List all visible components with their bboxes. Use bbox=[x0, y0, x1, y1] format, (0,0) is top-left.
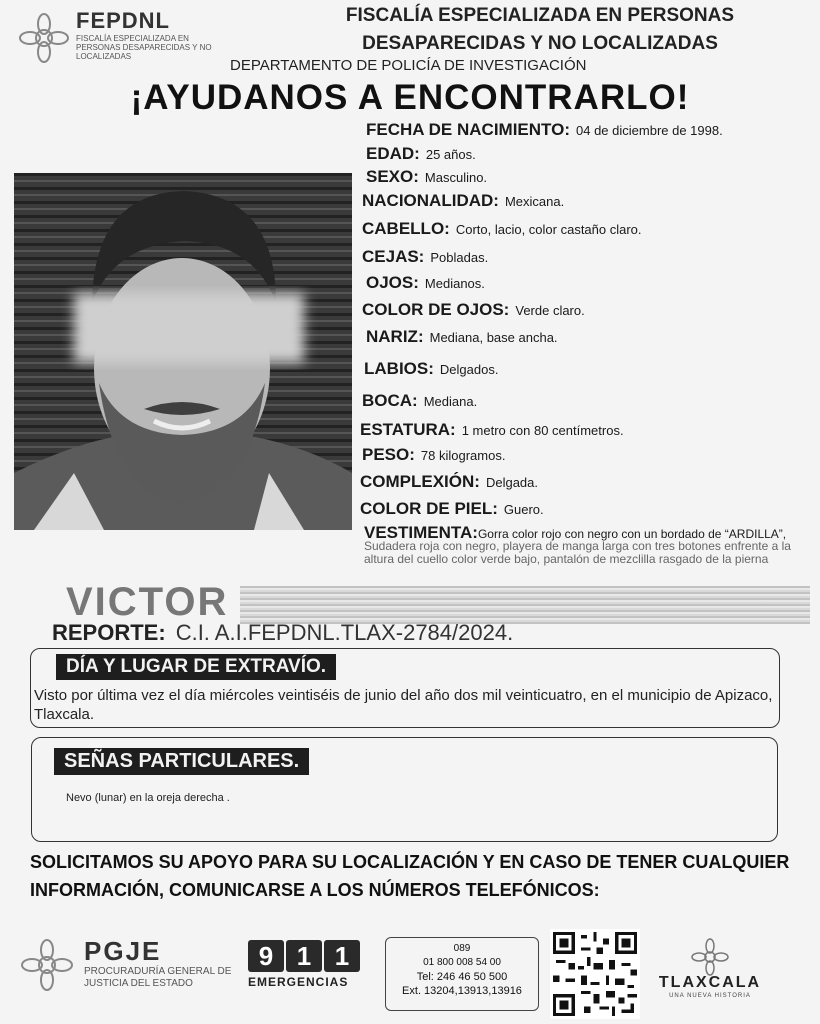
detail-boca: BOCA: Mediana. bbox=[362, 391, 478, 410]
phone-numbers-box bbox=[385, 937, 539, 1011]
detail-vestimenta: VESTIMENTA:Gorra color rojo con negro con un bordado de “ARDILLA”, bbox=[364, 523, 787, 542]
detail-peso: PESO: 78 kilogramos. bbox=[362, 445, 506, 464]
emergency-911 bbox=[248, 940, 368, 989]
detail-color-piel: COLOR DE PIEL: Guero. bbox=[360, 499, 544, 518]
fepdnl-emblem-icon bbox=[18, 12, 70, 64]
detail-nariz: NARIZ: Mediana, base ancha. bbox=[366, 327, 558, 346]
department: DEPARTAMENTO DE POLICÍA DE INVESTIGACIÓN bbox=[230, 57, 587, 74]
tlaxcala-subtitle: UNA NUEVA HISTORIA bbox=[669, 993, 751, 999]
digit: 1 bbox=[324, 940, 360, 972]
person-name: VICTOR bbox=[66, 580, 229, 624]
detail-complexion: COMPLEXIÓN: Delgada. bbox=[360, 472, 538, 491]
phone-800: 01 800 008 54 00 bbox=[423, 957, 501, 968]
report-number: REPORTE: C.I. A.I.FEPDNL.TLAX-2784/2024. bbox=[52, 620, 514, 645]
agency-name: FISCALÍA ESPECIALIZADA EN PERSONAS DESAPARECIDAS Y NO LOCALIZADAS bbox=[345, 5, 735, 54]
vestimenta-continued: Sudadera roja con negro, playera de manga larga con tres botones enfrente a la altura del cuello color verde bajo, pantalón de mezclilla rasgado de la pierna bbox=[364, 539, 791, 566]
detail-cejas: CEJAS: Pobladas. bbox=[362, 247, 489, 266]
name-redaction bbox=[240, 586, 810, 624]
detail-fecha-nacimiento: FECHA DE NACIMIENTO: 04 de diciembre de 1998. bbox=[366, 120, 723, 139]
logo-title: FEPDNL bbox=[76, 8, 170, 33]
emergency-label: EMERGENCIAS bbox=[248, 975, 349, 989]
tlaxcala-emblem-icon bbox=[688, 938, 732, 976]
detail-color-ojos: COLOR DE OJOS: Verde claro. bbox=[362, 300, 585, 319]
logo-subtitle: FISCALÍA ESPECIALIZADA EN PERSONAS DESAPARECIDAS Y NO LOCALIZADAS bbox=[76, 34, 212, 61]
detail-estatura: ESTATURA: 1 metro con 80 centímetros. bbox=[360, 420, 624, 439]
senas-text: Nevo (lunar) en la oreja derecha . bbox=[66, 792, 230, 804]
phone-089: 089 bbox=[453, 943, 471, 954]
missing-person-photo bbox=[14, 173, 352, 530]
phone-ext: Ext. 13204,13913,13916 bbox=[402, 985, 522, 997]
headline: ¡AYUDANOS A ENCONTRARLO! bbox=[130, 78, 690, 117]
detail-sexo: SEXO: Masculino. bbox=[366, 167, 488, 186]
extravio-text: Visto por última vez el día miércoles veintiséis de junio del año dos mil veinticuatro, en el municipio de Apizaco, Tlaxcala. bbox=[34, 687, 773, 723]
pgje-subtitle: PROCURADURÍA GENERAL DE JUSTICIA DEL ESTADO bbox=[84, 966, 232, 989]
extravio-title: DÍA Y LUGAR DE EXTRAVÍO. bbox=[56, 654, 336, 680]
detail-ojos: OJOS: Medianos. bbox=[366, 273, 485, 292]
detail-nacionalidad: NACIONALIDAD: Mexicana. bbox=[362, 191, 565, 210]
pgje-title: PGJE bbox=[84, 936, 162, 966]
phone-tel: Tel: 246 46 50 500 bbox=[416, 971, 508, 983]
detail-labios: LABIOS: Delgados. bbox=[364, 359, 499, 378]
tlaxcala-title: TLAXCALA bbox=[658, 974, 762, 991]
detail-edad: EDAD: 25 años. bbox=[366, 144, 476, 163]
digit: 9 bbox=[248, 940, 284, 972]
contact-request: SOLICITAMOS SU APOYO PARA SU LOCALIZACIÓN Y EN CASO DE TENER CUALQUIER INFORMACIÓN, COMUNICARSE A LOS NÚMEROS TELEFÓNICOS: bbox=[30, 852, 790, 900]
detail-cabello: CABELLO: Corto, lacio, color castaño claro. bbox=[362, 219, 642, 238]
digit: 1 bbox=[286, 940, 322, 972]
senas-title: SEÑAS PARTICULARES. bbox=[54, 748, 309, 775]
qr-code-icon bbox=[550, 929, 640, 1019]
pgje-emblem-icon bbox=[20, 938, 74, 992]
